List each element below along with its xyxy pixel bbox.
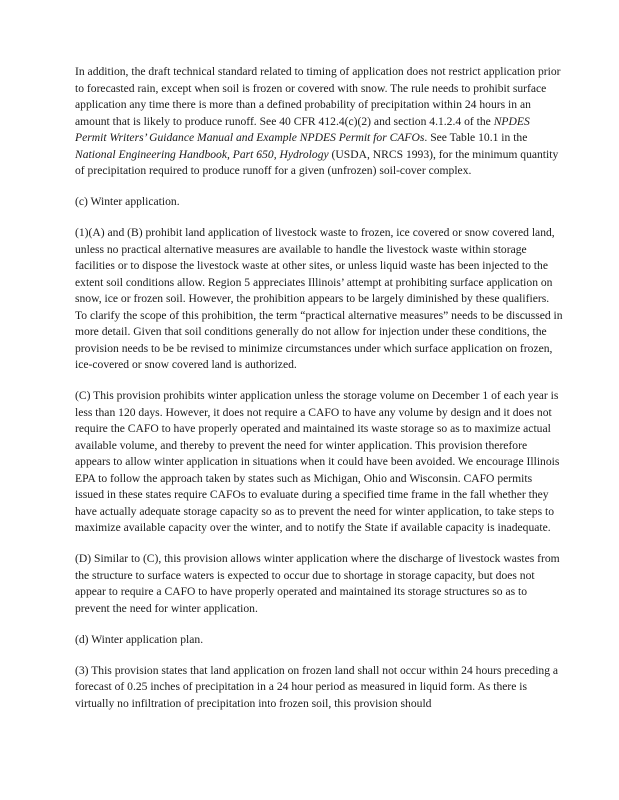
paragraph-timing-of-application	[75, 64, 563, 180]
paragraph-3-frozen-land	[75, 663, 563, 713]
paragraph-text: (USDA, NRCS 1993), for the minimum quantity of precipitation required to produce runoff for a given (unfrozen) soil-cover complex.	[75, 147, 559, 177]
paragraph-text: . See Table 10.1 in the	[424, 131, 528, 144]
italic-citation: NPDES Permit Writers’ Guidance Manual and Example NPDES Permit for CAFOs	[75, 114, 530, 144]
italic-citation: National Engineering Handbook, Part 650, Hydrology	[75, 147, 329, 161]
paragraph-text: In addition, the draft technical standard related to timing of application does not restrict application prior to forecasted rain, except when soil is frozen or covered with snow. The rule needs to prohibit surface application any time there is more than a defined probability of precipitation within 24 hours in an amount that is likely to produce runoff. See 40 CFR 412.4(c)(2) and section 4.1.2.4 of the	[75, 65, 561, 128]
document-page	[75, 64, 563, 727]
section-heading-winter-application	[75, 194, 563, 211]
paragraph-c-storage-volume	[75, 388, 563, 537]
heading-text: (d) Winter application plan.	[75, 632, 204, 646]
paragraph-text: (C) This provision prohibits winter application unless the storage volume on December 1 of each year is less than 120 days. However, it does not require a CAFO to have any volume by design and it does not require the CAFO to have properly operated and maintained its waste storage so as to maximize actual available volume, and thereby to prevent the need for winter application. This provision therefore appears to allow winter application in situations when it could have been avoided. We encourage Illinois EPA to follow the approach taken by states such as Michigan, Ohio and Wisconsin. CAFO permits issued in these states require CAFOs to evaluate during a specified time frame in the fall whether they have actually adequate storage capacity so as to prevent the need for winter application, to take steps to maximize available capacity over the winter, and to notify the State if available capacity is inadequate.	[75, 389, 560, 534]
paragraph-1ab-prohibition	[75, 225, 563, 374]
paragraph-text: (D) Similar to (C), this provision allows winter application where the discharge of livestock wastes from the structure to surface waters is expected to occur due to shortage in storage capacity, but does not appear to require a CAFO to have properly operated and maintained its storage structures so as to prevent the need for winter application.	[75, 552, 560, 615]
section-heading-winter-application-plan	[75, 632, 563, 649]
paragraph-d-similar	[75, 551, 563, 617]
paragraph-text: (1)(A) and (B) prohibit land application of livestock waste to frozen, ice covered or snow covered land, unless no practical alternative measures are available to handle the livestock waste within storage facilities or to dispose the livestock waste at other sites, or unless liquid waste has been injected to the extent soil conditions allow. Region 5 appreciates Illinois’ attempt at prohibiting surface application on snow, ice or frozen soil. However, the prohibition appears to be largely diminished by these qualifiers. To clarify the scope of this prohibition, the term “practical alternative measures” needs to be discussed in more detail. Given that soil conditions generally do not allow for injection under these conditions, the provision needs to be be revised to minimize circumstances under which surface application on frozen, ice-covered or snow covered land is authorized.	[75, 226, 563, 371]
heading-text: (c) Winter application.	[75, 195, 180, 208]
paragraph-text: (3) This provision states that land application on frozen land shall not occur within 24 hours preceding a forecast of 0.25 inches of precipitation in a 24 hour period as measured in liquid form. As there is virtually no infiltration of precipitation into frozen soil, this provision should	[75, 663, 559, 710]
